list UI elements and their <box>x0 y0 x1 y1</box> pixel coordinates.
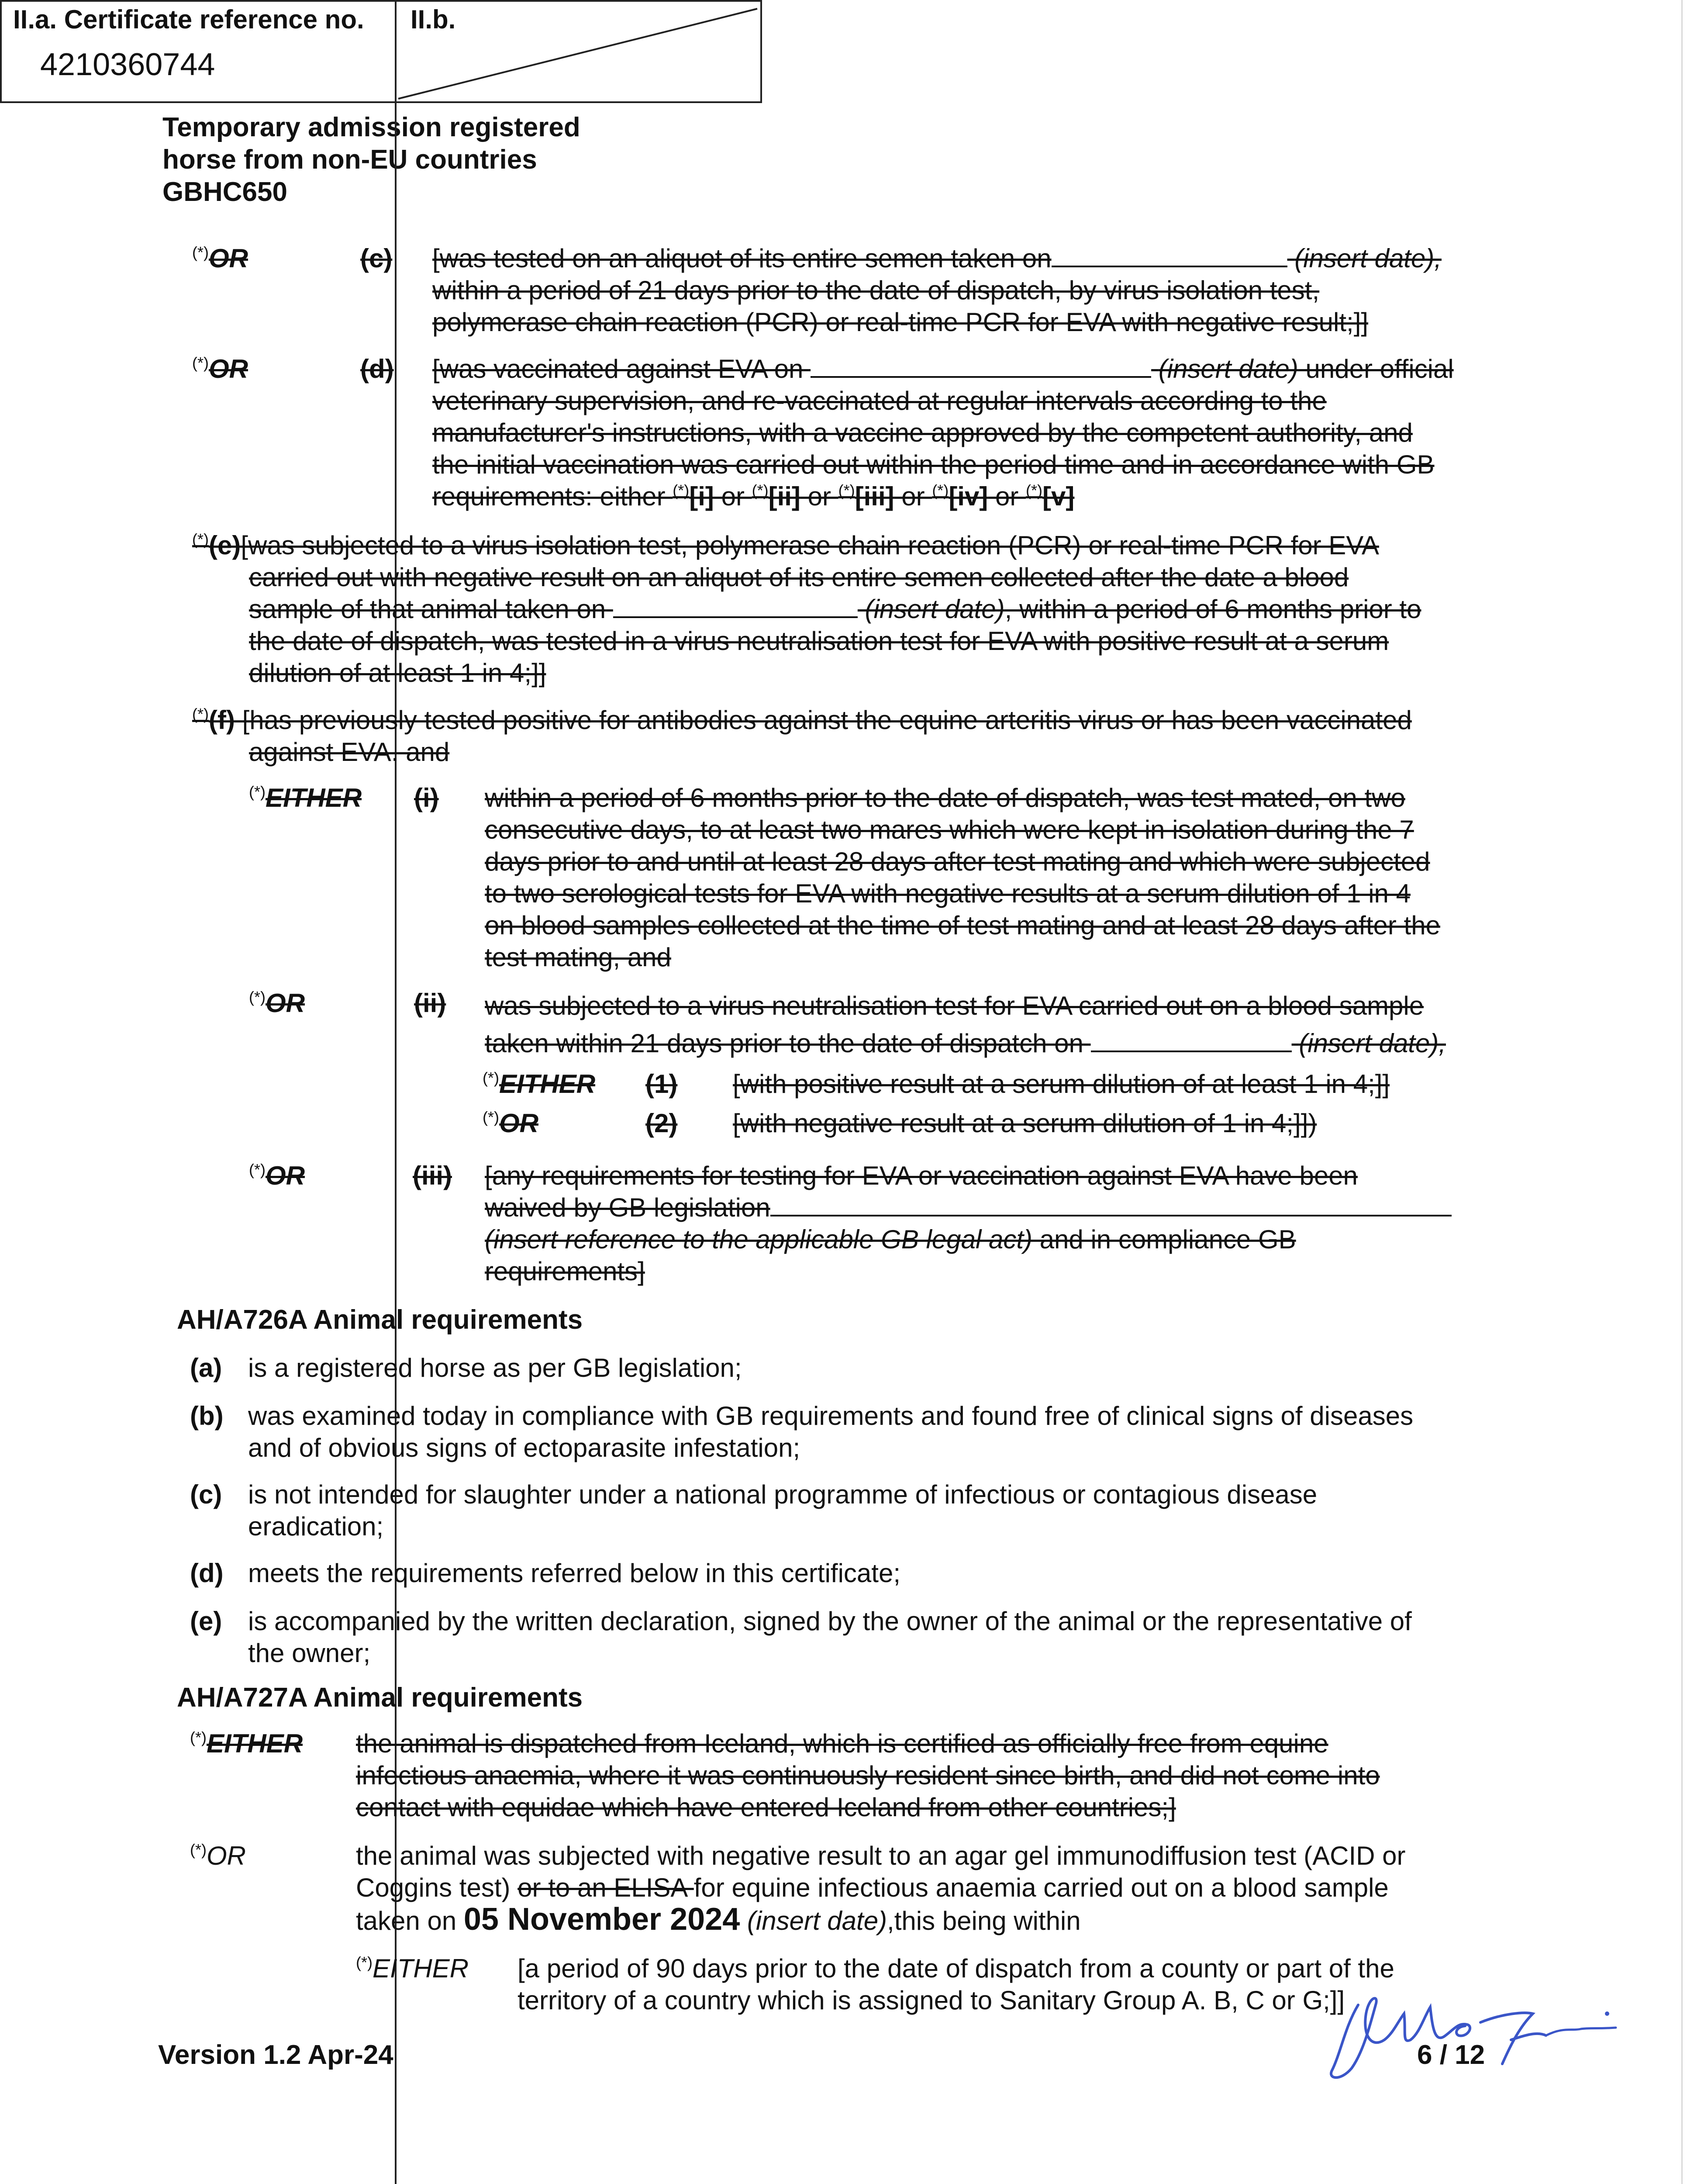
section-c-marker: (*)OR <box>192 243 248 273</box>
section-f-ii-label: (ii) <box>414 988 446 1018</box>
section-f-iii-text: [any requirements for testing for EVA or vaccination against EVA have been waived by GB legislation (insert reference to the applicable GB legal act) and in compliance GB requirements] <box>485 1160 1511 1287</box>
section-d-marker: (*)OR <box>192 354 248 384</box>
a727-sub-either-marker: (*)EITHER <box>356 1953 469 1983</box>
section-d-letter: (d) <box>360 354 394 384</box>
section-f-ii-marker: (*)OR <box>249 988 305 1018</box>
sub-1-text: [with positive result at a serum dilution of at least 1 in 4;]] <box>733 1069 1390 1099</box>
title-line-3: GBHC650 <box>162 177 287 207</box>
a727-heading: AH/A727A Animal requirements <box>177 1683 583 1713</box>
section-f-i-label: (i) <box>414 783 439 812</box>
section-d-text: [was vaccinated against EVA on (insert date) under official veterinary supervision, and re-vaccinated at regular intervals according to the manufacturer's instructions, with a vaccine approved by the competent authority, and the initial vaccination was carried out within the period time and in accordance with GB requirements: either (*)[i] or (*)[ii] or (*)[iii] or (*)[iv] or (*)[v] <box>432 353 1502 512</box>
sub-1-label: (1) <box>645 1069 678 1099</box>
section-c-line-3: polymerase chain reaction (PCR) or real-time PCR for EVA with negative result;]] <box>432 308 1369 337</box>
a727-or-text: the animal was subjected with negative result to an agar gel immunodiffusion test (ACID or Coggins test) or to an ELISA for equine infectious anaemia carried out on a blood sample taken on 05 November 2024 (insert date),this being within <box>356 1841 1406 1937</box>
section-f-i-text: within a period of 6 months prior to the date of dispatch, was test mated, on two consecutive days, to at least two mares which were kept in isolation during the 7 days prior to and until at least 28 days after test mating and which were subjected to two serological tests for EVA with negative results at a serum dilution of 1 in 4 on blood samples collected at the time of test mating and at least 28 days after the test mating, and <box>485 783 1440 972</box>
section-f-ii-text: was subjected to a virus neutralisation test for EVA carried out on a blood sample taken within 21 days prior to the date of dispatch on (insert date), <box>485 991 1446 1058</box>
section-c-text <box>432 242 1502 338</box>
reference-number: 4210360744 <box>40 47 215 82</box>
section-c-letter: (c) <box>360 244 393 273</box>
sub-2-label: (2) <box>645 1109 678 1138</box>
version-label: Version 1.2 Apr-24 <box>158 2040 393 2070</box>
section-c-line-1: [was tested on an aliquot of its entire semen taken on (insert date), <box>432 244 1442 273</box>
section-d-options: requirements: either (*)[i] or (*)[ii] or (*)[iii] or (*)[iv] or (*)[v] <box>432 481 1075 511</box>
sub-1-marker: (*)EITHER <box>483 1069 596 1099</box>
section-f-intro: (*)(f) [has previously tested positive for antibodies against the equine arteritis virus or has been vaccinated against EVA. and <box>192 705 1412 767</box>
title-line-1: Temporary admission registered <box>162 112 580 142</box>
a726-heading: AH/A726A Animal requirements <box>177 1305 583 1335</box>
page-number: 6 / 12 <box>1417 2040 1485 2070</box>
a727-or-marker: (*)OR <box>190 1841 246 1870</box>
section-e: (*)(e)[was subjected to a virus isolation test, polymerase chain reaction (PCR) or real-time PCR for EVA carried out with negative result on an aliquot of its entire semen collected after the date a blood sample of that animal taken on (insert date), within a period of 6 months prior to the date of dispatch, was tested in a virus neutralisation test for EVA with positive result at a serum dilution of at least 1 in 4;]] <box>192 530 1421 688</box>
reference-b-label: II.b. <box>411 5 456 34</box>
section-f-iii-label: (iii) <box>413 1161 452 1190</box>
diagonal-strike-line <box>397 0 759 100</box>
sub-2-text: [with negative result at a serum dilution of 1 in 4;]]) <box>733 1109 1317 1138</box>
a726-item-c: (c) is not intended for slaughter under a national programme of infectious or contagious disease eradication; <box>190 1480 1318 1541</box>
section-c-line-2: within a period of 21 days prior to the date of dispatch, by virus isolation test, <box>432 276 1320 305</box>
reference-label: II.a. Certificate reference no. <box>13 5 364 34</box>
a726-item-d: (d) meets the requirements referred below in this certificate; <box>190 1559 900 1588</box>
a726-item-b: (b) was examined today in compliance with GB requirements and found free of clinical signs of diseases and of obvious signs of ectoparasite infestation; <box>190 1401 1414 1462</box>
section-f-either-marker: (*)EITHER <box>249 783 362 812</box>
sub-2-marker: (*)OR <box>483 1108 538 1138</box>
a727-sub-either-text: [a period of 90 days prior to the date of dispatch from a county or part of the territory of a country which is assigned to Sanitary Group A. B, C or G;]] <box>517 1954 1394 2015</box>
a726-item-e: (e) is accompanied by the written declaration, signed by the owner of the animal or the representative of the owner; <box>190 1607 1412 1668</box>
certificate-reference-box <box>0 0 762 103</box>
a727-either-text: the animal is dispatched from Iceland, which is certified as officially free from equine infectious anaemia, where it was continuously resident since birth, and did not come into contact with equidae which have entered Iceland from other countries;] <box>356 1729 1380 1822</box>
section-f-iii-marker: (*)OR <box>249 1161 305 1190</box>
scan-edge <box>1681 0 1683 2184</box>
a727-either-marker: (*)EITHER <box>190 1728 303 1758</box>
a726-item-a: (a) is a registered horse as per GB legislation; <box>190 1353 742 1382</box>
signature-image <box>1328 1987 1633 2088</box>
test-date: 05 November 2024 <box>463 1902 740 1937</box>
title-line-2: horse from non-EU countries <box>162 145 537 175</box>
